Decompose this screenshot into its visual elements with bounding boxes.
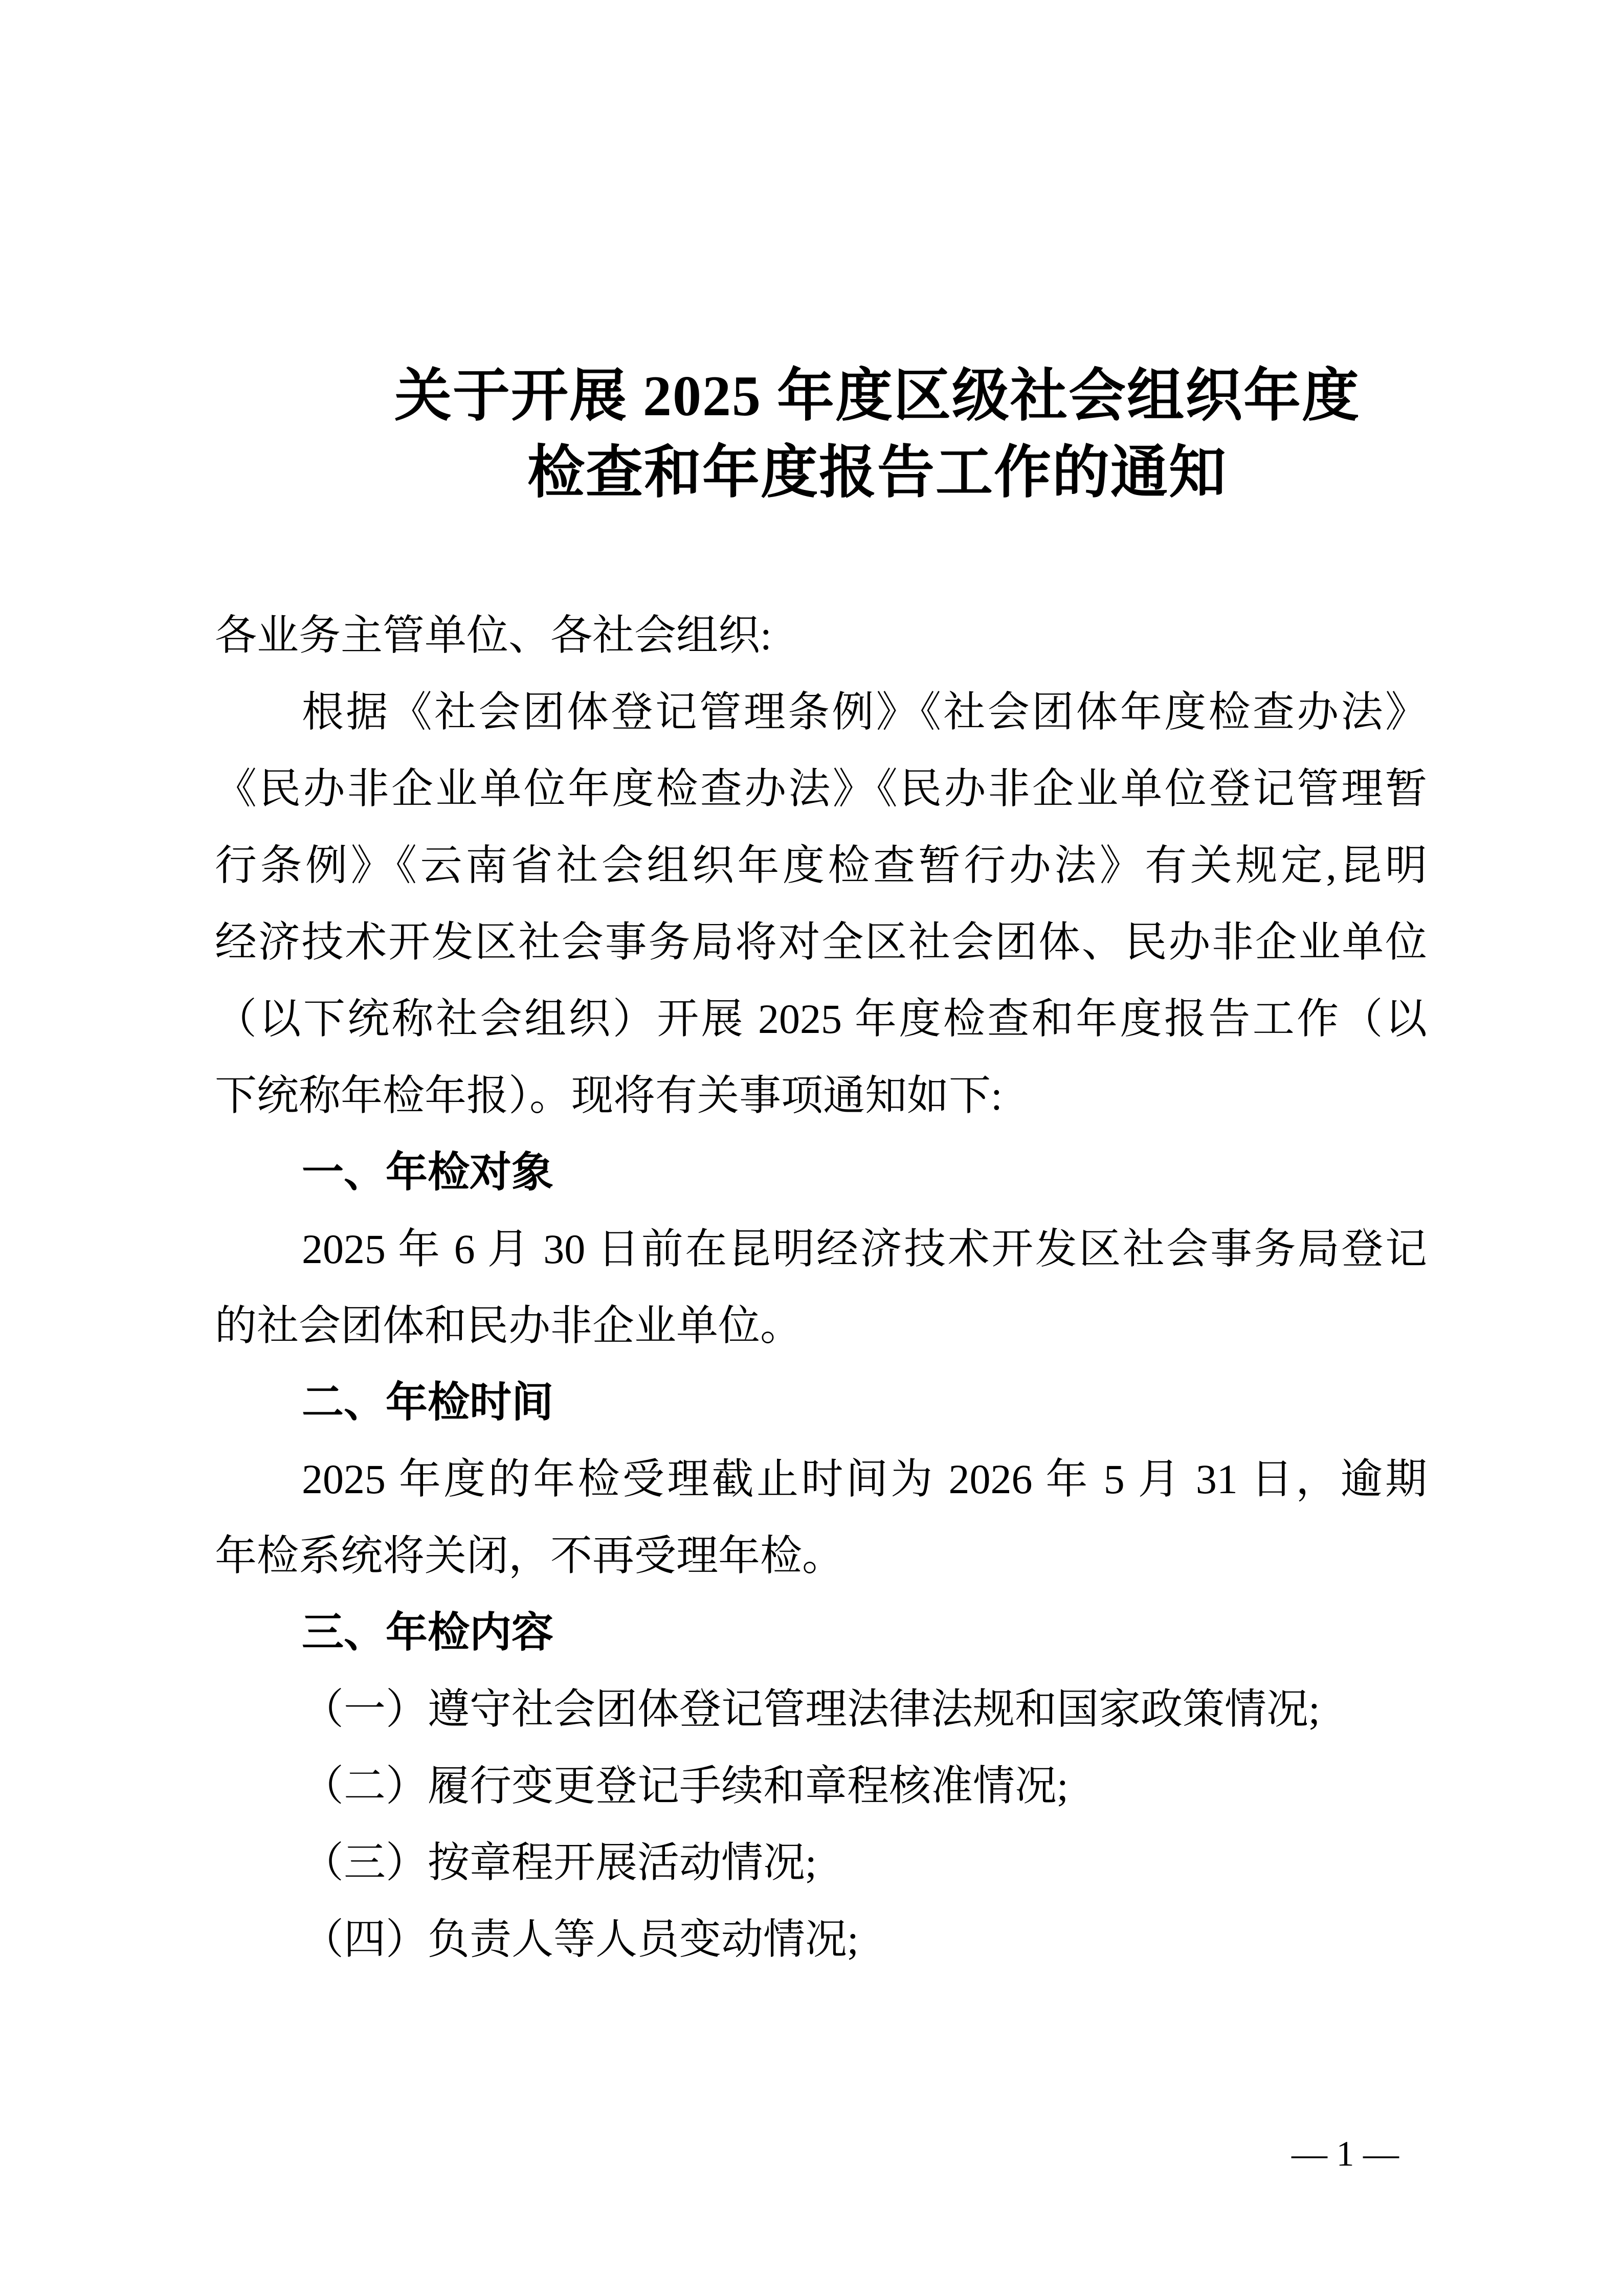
document-line: 2025 年 6 月 30 日前在昆明经济技术开发区社会事务局登记	[302, 1226, 1427, 1272]
page-number: — 1 —	[1292, 2134, 1399, 2174]
section-heading: 三、年检内容	[302, 1609, 554, 1656]
document-body	[215, 597, 1427, 1978]
document-line: （二）履行变更登记手续和章程核准情况;	[302, 1763, 1069, 1809]
section-heading: 二、年检时间	[302, 1379, 554, 1426]
document-line: 年检系统将关闭，不再受理年检。	[215, 1533, 844, 1579]
document-line: 的社会团体和民办非企业单位。	[215, 1302, 803, 1349]
document-line: 根据《社会团体登记管理条例》《社会团体年度检查办法》	[302, 689, 1427, 735]
document-line: （以下统称社会组织）开展 2025 年度检查和年度报告工作（以	[215, 996, 1427, 1042]
document-title	[215, 358, 1540, 511]
document-line: 各业务主管单位、各社会组织:	[215, 612, 772, 659]
document-line: 行条例》《云南省社会组织年度检查暂行办法》有关规定,昆明	[215, 842, 1427, 889]
document-line: 2025 年度的年检受理截止时间为 2026 年 5 月 31 日，逾期	[302, 1456, 1427, 1502]
title-line-1: 关于开展 2025 年度区级社会组织年度	[394, 365, 1360, 428]
document-line: 下统称年检年报）。现将有关事项通知如下:	[215, 1072, 1003, 1119]
title-line-2: 检查和年度报告工作的通知	[527, 441, 1227, 505]
document-line: 《民办非企业单位年度检查办法》《民办非企业单位登记管理暂	[215, 766, 1427, 812]
section-heading: 一、年检对象	[302, 1149, 554, 1196]
document-line: 经济技术开发区社会事务局将对全区社会团体、民办非企业单位	[215, 919, 1427, 965]
document-line: （一）遵守社会团体登记管理法律法规和国家政策情况;	[302, 1686, 1320, 1732]
document-line: （三）按章程开展活动情况;	[302, 1839, 817, 1886]
document-line: （四）负责人等人员变动情况;	[302, 1916, 859, 1963]
